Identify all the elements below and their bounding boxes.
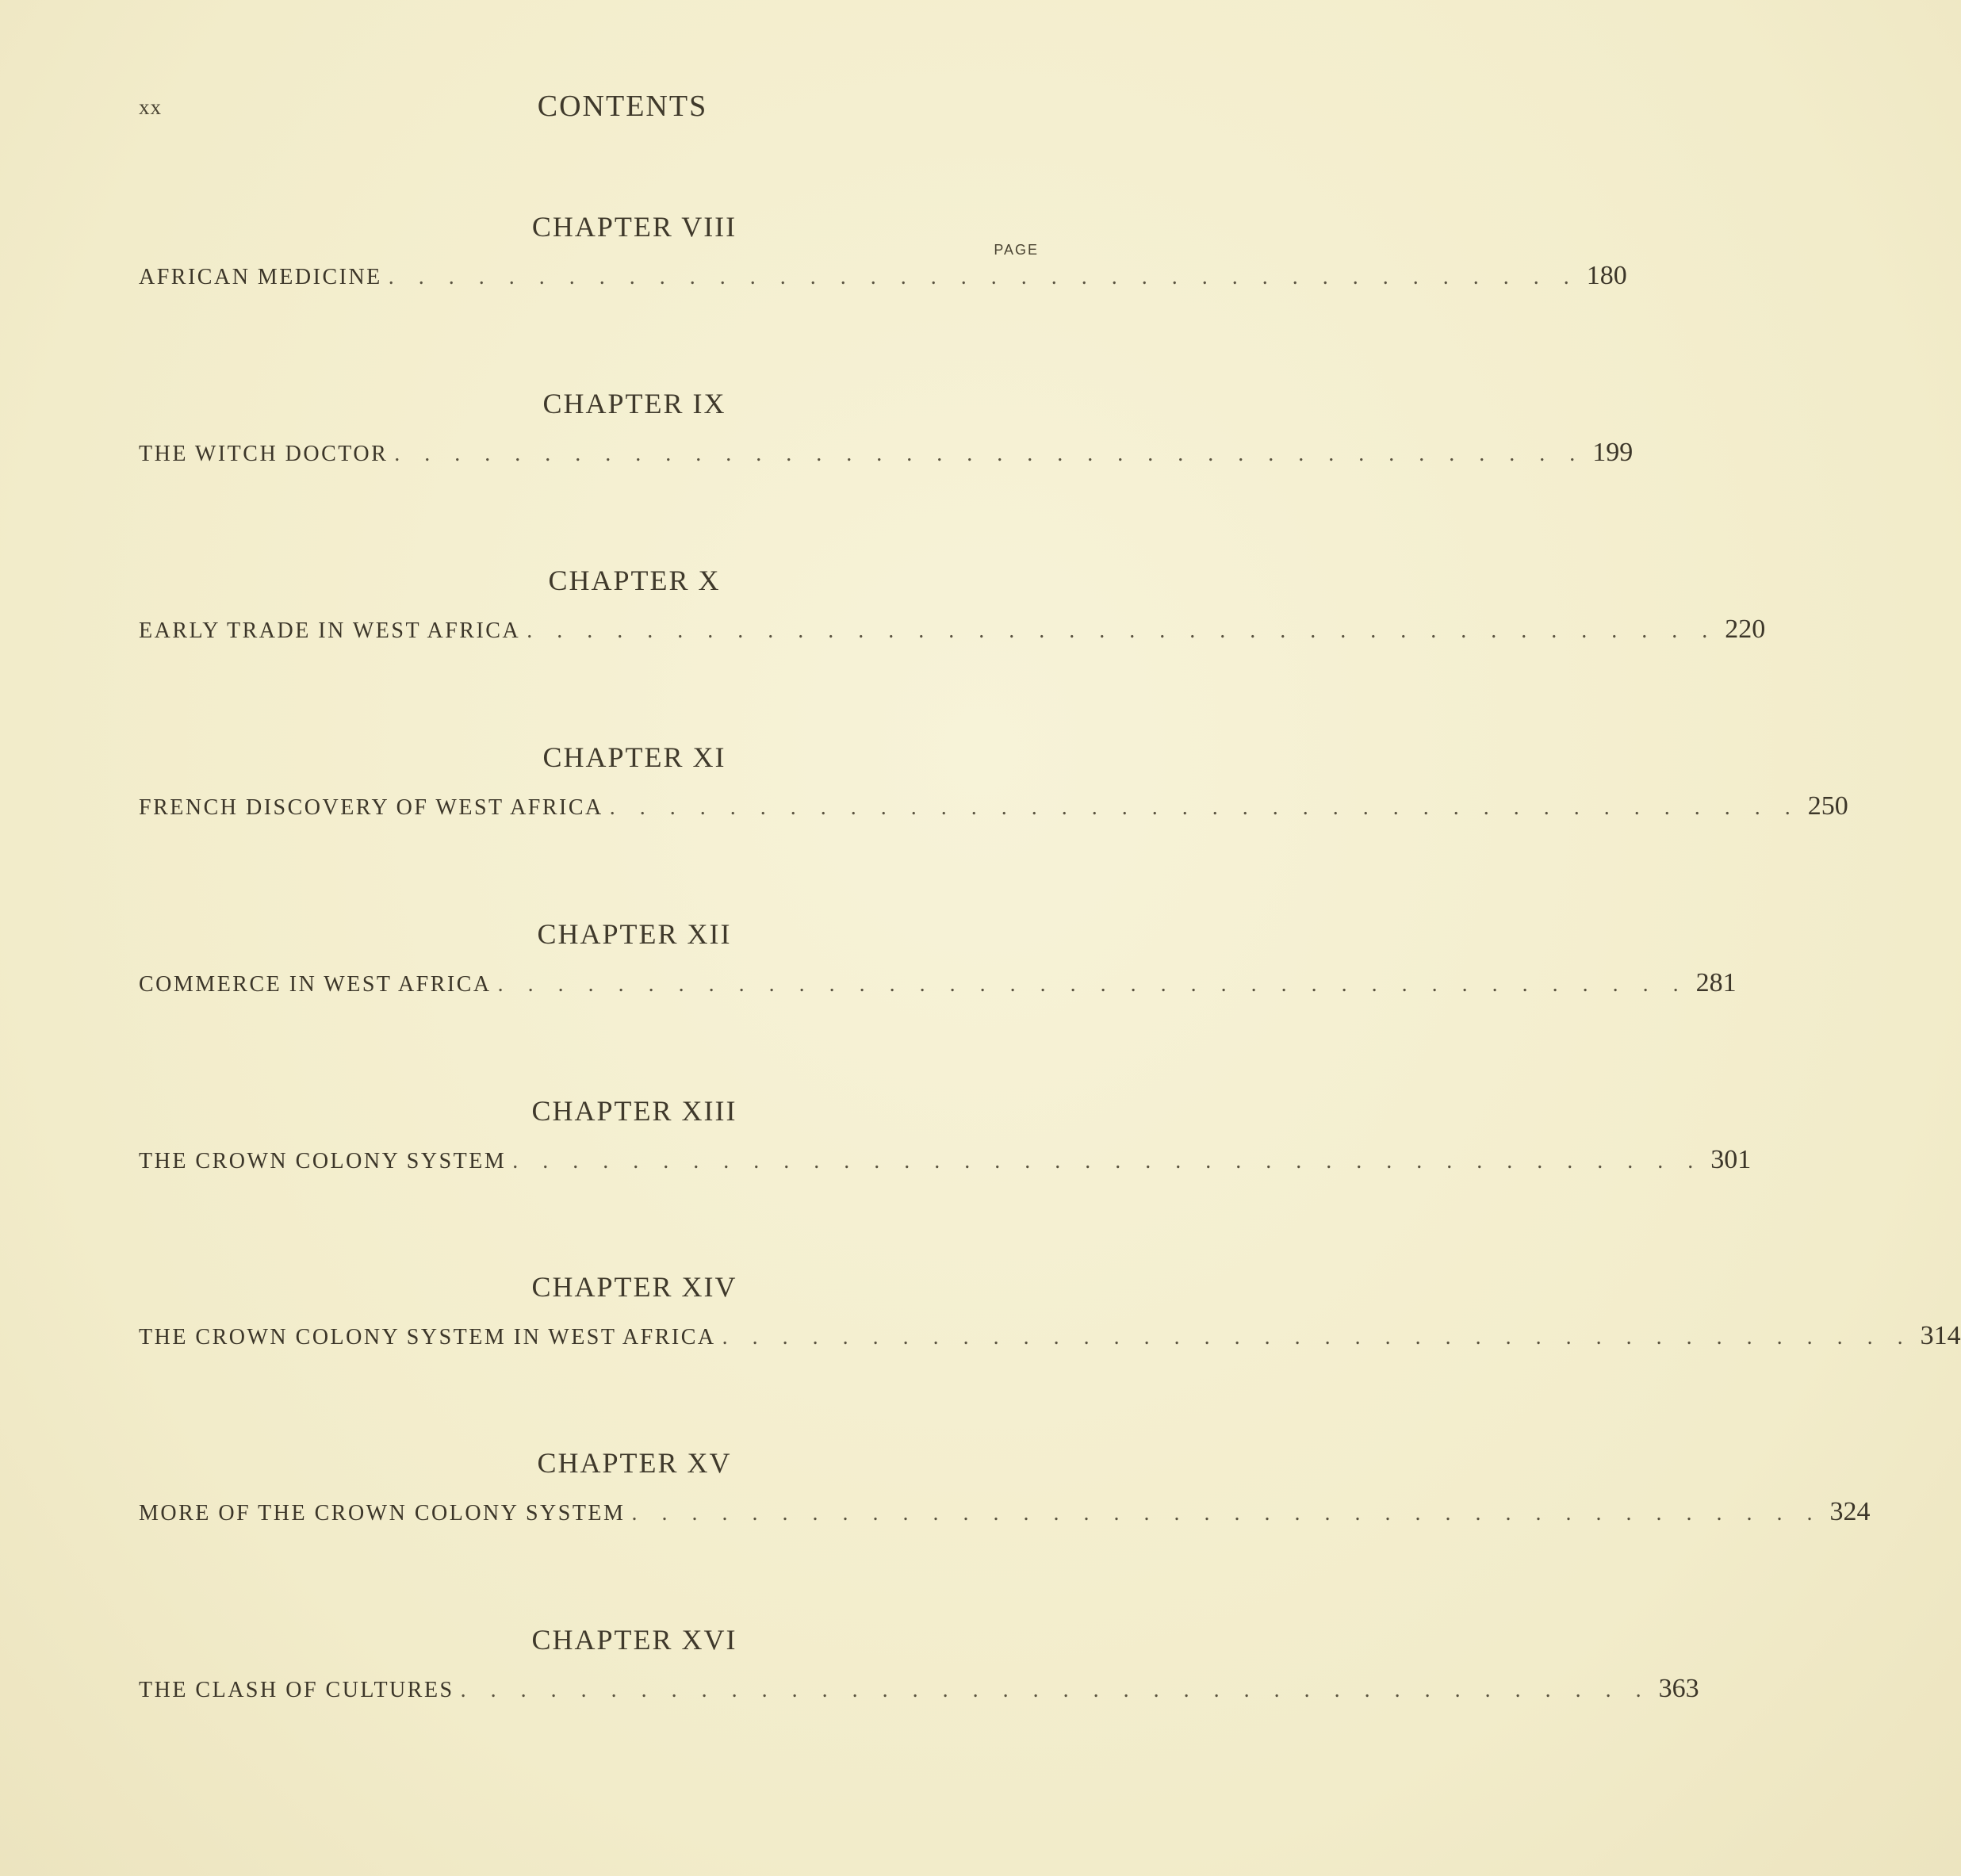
chapter-entry — [139, 387, 1634, 506]
chapter-entry — [139, 741, 1848, 860]
chapter-heading: CHAPTER XII — [537, 918, 732, 950]
dot-leader: . . . . . . . . . . . . . . . . . . . . . . . . . . . . . . . . . . . . . . . . — [497, 972, 1688, 997]
page-number: 301 — [1710, 1145, 1752, 1174]
toc-line[interactable] — [139, 261, 1627, 293]
chapter-entry — [139, 1446, 1871, 1565]
toc-line[interactable] — [139, 1321, 1961, 1353]
chapter-heading: CHAPTER XVI — [531, 1624, 737, 1656]
chapter-title: AFRICAN MEDICINE — [139, 265, 382, 289]
page-number: 220 — [1725, 614, 1766, 644]
toc-line[interactable] — [139, 614, 1766, 646]
chapter-title: THE WITCH DOCTOR — [139, 442, 389, 466]
dot-leader: . . . . . . . . . . . . . . . . . . . . . . . . . . . . . . . . . . . . . . . . — [512, 1149, 1703, 1173]
chapter-heading: CHAPTER X — [548, 565, 721, 596]
chapter-heading: CHAPTER XV — [537, 1447, 732, 1479]
chapter-entry — [139, 564, 1766, 683]
page-number: 314 — [1920, 1321, 1961, 1350]
dot-leader: . . . . . . . . . . . . . . . . . . . . . . . . . . . . . . . . . . . . . . . . — [527, 618, 1718, 643]
chapter-title: THE CROWN COLONY SYSTEM IN WEST AFRICA — [139, 1325, 716, 1350]
page-number: 250 — [1807, 791, 1848, 821]
page-column-label: PAGE — [994, 242, 1039, 258]
page-number: 363 — [1658, 1674, 1699, 1703]
chapter-title: EARLY TRADE IN WEST AFRICA — [139, 618, 521, 643]
toc-line[interactable] — [139, 1497, 1871, 1529]
chapter-title: FRENCH DISCOVERY OF WEST AFRICA — [139, 795, 603, 820]
chapter-title: COMMERCE IN WEST AFRICA — [139, 972, 492, 997]
chapter-title: MORE OF THE CROWN COLONY SYSTEM — [139, 1501, 626, 1526]
toc-line[interactable] — [139, 1145, 1752, 1177]
chapter-title: THE CROWN COLONY SYSTEM — [139, 1149, 507, 1173]
chapter-entry — [139, 210, 1627, 329]
chapter-entry — [139, 1623, 1699, 1742]
page-number: 199 — [1592, 438, 1634, 467]
dot-leader: . . . . . . . . . . . . . . . . . . . . . . . . . . . . . . . . . . . . . . . . — [388, 265, 1579, 289]
page-title: CONTENTS — [537, 90, 708, 123]
chapter-entry — [139, 1270, 1961, 1389]
running-head — [139, 89, 1043, 128]
chapter-heading: CHAPTER IX — [542, 388, 726, 419]
dot-leader: . . . . . . . . . . . . . . . . . . . . . . . . . . . . . . . . . . . . . . . . — [609, 795, 1800, 820]
toc-line[interactable] — [139, 438, 1634, 469]
toc-line[interactable] — [139, 1674, 1699, 1706]
dot-leader: . . . . . . . . . . . . . . . . . . . . . . . . . . . . . . . . . . . . . . . . — [631, 1501, 1822, 1526]
page-number: 324 — [1829, 1497, 1871, 1526]
page-folio: xx — [139, 95, 162, 119]
page-number: 281 — [1695, 968, 1737, 997]
dot-leader: . . . . . . . . . . . . . . . . . . . . . . . . . . . . . . . . . . . . . . . . — [722, 1325, 1913, 1350]
chapter-heading: CHAPTER XIV — [531, 1271, 737, 1303]
dot-leader: . . . . . . . . . . . . . . . . . . . . . . . . . . . . . . . . . . . . . . . . — [460, 1678, 1651, 1702]
toc-line[interactable] — [139, 968, 1737, 1000]
chapter-heading: CHAPTER XI — [542, 741, 726, 773]
toc-line[interactable] — [139, 791, 1848, 823]
page-number: 180 — [1586, 261, 1627, 290]
chapter-heading: CHAPTER XIII — [531, 1095, 737, 1127]
chapter-heading: CHAPTER VIII — [531, 211, 737, 243]
chapter-entry — [139, 1094, 1752, 1213]
dot-leader: . . . . . . . . . . . . . . . . . . . . . . . . . . . . . . . . . . . . . . . . — [394, 442, 1585, 466]
chapter-title: THE CLASH OF CULTURES — [139, 1678, 454, 1702]
chapter-entry — [139, 917, 1737, 1036]
